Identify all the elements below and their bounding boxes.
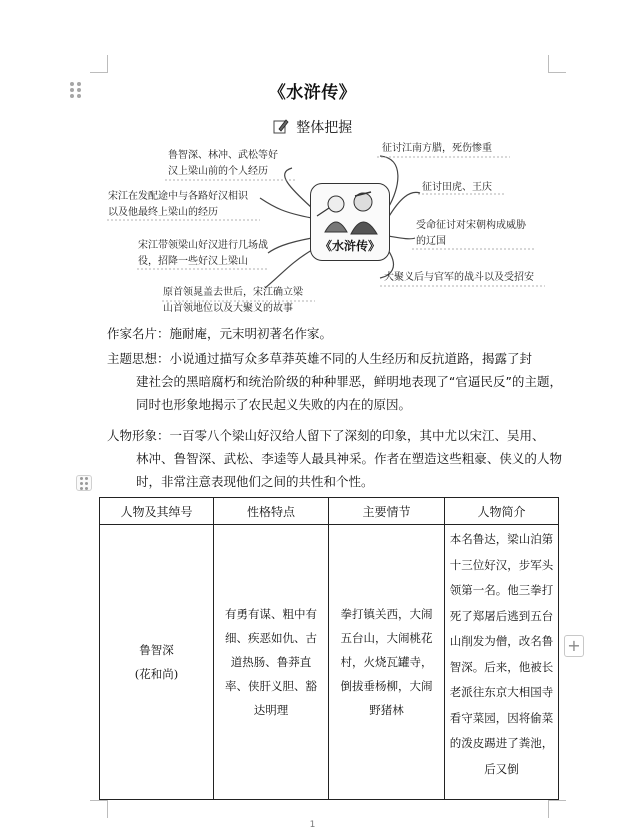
mind-node xyxy=(168,148,278,180)
mind-node-text: 征讨田虎、王庆 xyxy=(422,182,492,193)
mind-node-text: 宋江带领梁山好汉进行几场战 役，招降一些好汉上梁山 xyxy=(138,240,268,267)
subtitle-text: 整体把握 xyxy=(296,120,353,136)
table-header-cell: 性格特点 xyxy=(214,498,329,525)
character-name: 鲁智深 xyxy=(139,643,174,657)
mind-node xyxy=(138,238,268,270)
table-header-row xyxy=(100,498,559,525)
table-header-cell: 人物简介 xyxy=(445,498,559,525)
theme-text-first-line: 小说通过描写众多草莽英雄不同的人生经历和反抗道路，揭露了封 xyxy=(169,351,533,366)
author-text: 施耐庵，元末明初著名作家。 xyxy=(169,326,333,341)
mind-map-center-label: 《水浒传》 xyxy=(319,239,380,253)
page-number: 1 xyxy=(309,820,316,830)
table-header-cell: 主要情节 xyxy=(329,498,445,525)
page-corner-mark xyxy=(548,55,566,73)
mind-node-text: 大聚义后与官军的战斗以及受招安 xyxy=(384,272,534,283)
mind-node-text: 鲁智深、林冲、武松等好 汉上梁山前的个人经历 xyxy=(168,150,278,177)
mind-node xyxy=(108,189,248,221)
theme-paragraph xyxy=(107,347,562,416)
mind-node xyxy=(416,218,526,250)
theme-text-body: 建社会的黑暗腐朽和统治阶级的种种罪恶，鲜明地表现了“官逼民反”的主题，同时也形象地揭示了农民起义失败的内在的原因。 xyxy=(136,374,562,412)
heroes-illustration-icon xyxy=(311,186,389,240)
character-table xyxy=(99,497,559,800)
mind-node xyxy=(422,180,492,196)
characters-text-first-line: 一百零八个梁山好汉给人留下了深刻的印象，其中尤以宋江、吴用、 xyxy=(169,428,545,443)
mind-node-text: 原首领晁盖去世后，宋江确立梁 山首领地位以及大聚义的故事 xyxy=(163,287,303,314)
characters-label: 人物形象： xyxy=(107,428,170,443)
page-corner-mark xyxy=(548,800,566,818)
section-subtitle xyxy=(0,117,625,137)
traits-cell: 有勇有谋、粗中有细、疾恶如仇、古道热肠、鲁莽直率、侠肝义胆、豁达明理 xyxy=(214,525,329,800)
character-nickname: (花和尚) xyxy=(134,667,179,681)
page-corner-mark xyxy=(90,55,108,73)
character-name-cell xyxy=(100,525,214,800)
author-paragraph xyxy=(107,322,562,345)
table-handle-icon[interactable] xyxy=(76,475,92,491)
mind-node xyxy=(384,270,534,286)
author-label: 作家名片： xyxy=(107,326,170,341)
document-title: 《水浒传》 xyxy=(268,83,357,103)
page-corner-mark xyxy=(90,800,108,818)
table-header-cell: 人物及其绰号 xyxy=(100,498,214,525)
characters-paragraph xyxy=(107,424,562,493)
mind-map xyxy=(100,138,550,318)
intro-text: 本名鲁达，梁山泊第十三位好汉，步军头领第一名。他三拳打死了郑屠后逃到五台山削发为僧，改名鲁智深。后来，他被长老派往东京大相国寺看守菜园，因将偷菜的泼皮踢进了粪池，后又倒 xyxy=(449,532,554,776)
intro-cell xyxy=(445,525,559,800)
mind-node-text: 宋江在发配途中与各路好汉相识 以及他最终上梁山的经历 xyxy=(108,191,248,218)
mind-node xyxy=(163,285,303,317)
mind-map-center xyxy=(310,183,390,261)
theme-label: 主题思想： xyxy=(107,351,170,366)
mind-node-text: 征讨江南方腊，死伤惨重 xyxy=(382,143,492,154)
mind-node-text: 受命征讨对宋朝构成威胁 的辽国 xyxy=(416,220,526,247)
mind-node xyxy=(382,141,492,157)
add-column-button[interactable]: + xyxy=(564,635,584,657)
table-row xyxy=(100,525,559,800)
plot-cell: 拳打镇关西，大闹五台山，大闹桃花村，火烧瓦罐寺，倒拔垂杨柳，大闹野猪林 xyxy=(329,525,445,800)
characters-text-body: 林冲、鲁智深、武松、李逵等人最具神采。作者在塑造这些粗豪、侠义的人物时，非常注意表现他们之间的共性和个性。 xyxy=(136,451,562,489)
pencil-icon xyxy=(273,118,289,134)
